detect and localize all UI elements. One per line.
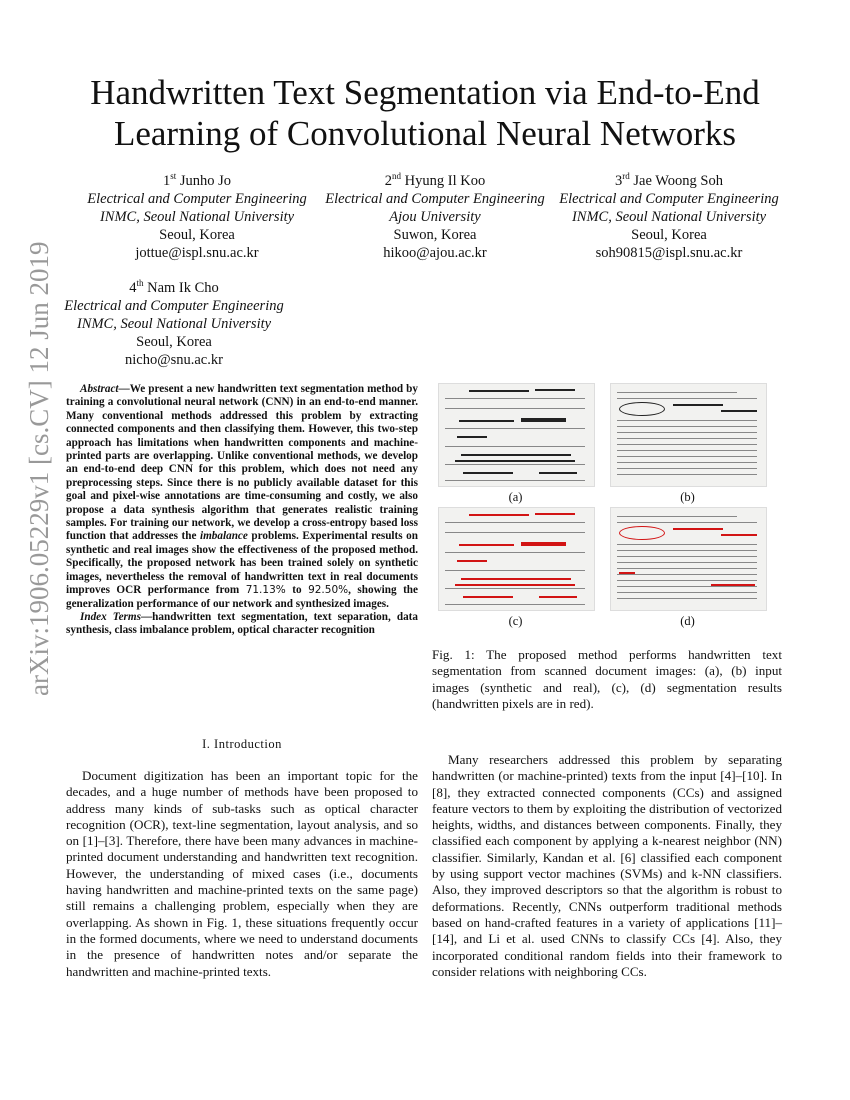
arxiv-stamp: arXiv:1906.05229v1 [cs.CV] 12 Jun 2019 — [24, 241, 54, 696]
form-image-input — [438, 383, 595, 487]
author-name: Nam Ik Cho — [147, 279, 219, 296]
author-city: Seoul, Korea — [631, 226, 707, 243]
abstract-label: Abstract — [80, 383, 119, 395]
paragraph: Many researchers addressed this problem by separating handwritten (or machine-printed) texts from the input [4]–[10]. In [8], they extracted connected components (CCs) and assigned feature vectors to them by exploiting the distribution of vectorized heights, widths, and distances between components. Finally, they classified each component by applying a k-nearest neighbor (NN) classifier. Similarly, Kandan et al. [6] classified each component by using support vector machines (SVMs) and k-NN classifiers. Also, they improved descriptors so that the algorithm is robust to deformations. Recently, CNNs outperform traditional methods based on hand-crafted features in a variety of applications [11]–[14], and Li et al. used CNNs to classify CCs [4]. Also, they incorporated conditional random fields into their framework to consider relations with neighboring CCs. — [432, 752, 782, 979]
document-image-input — [610, 383, 767, 487]
author-email[interactable]: nicho@snu.ac.kr — [125, 351, 223, 368]
title-line-2: Learning of Convolutional Neural Networks — [113, 114, 737, 153]
section-heading: I. Introduction — [202, 737, 282, 751]
author-city: Seoul, Korea — [136, 333, 212, 350]
author-city: Suwon, Korea — [393, 226, 477, 243]
subfigure-label: (c) — [508, 614, 523, 628]
author-dept: Electrical and Computer Engineering — [87, 190, 307, 207]
author-name: Junho Jo — [179, 172, 232, 189]
author-email[interactable]: soh90815@ispl.snu.ac.kr — [595, 244, 743, 261]
document-image-segmented — [610, 507, 767, 611]
index-terms: Index Terms—handwritten text segmentation, text separation, data synthesis, class imbalance problem, optical character recognition — [66, 610, 418, 637]
abstract: Abstract—We present a new handwritten text segmentation method by training a convolutional neural network (CNN) in an end-to-end manner. Many conventional methods addressed this problem by extracting connected components and then classifying them. However, this two-step approach has limitations when handwritten components and machine-printed parts are overlapping. Unlike conventional methods, we develop an end-to-end deep CNN for this problem, which does not need any preprocessing steps. Since there is no publicly available dataset for this goal and pixel-wise annotations are time-consuming and costly, we also propose a data synthesis algorithm that generates realistic training samples. For training our network, we develop a cross-entropy based loss function that addresses the imbalance problems. Experimental results on synthetic and real images show the effectiveness of the proposed method. Specifically, the proposed network has been trained solely on synthetic images, nevertheless the removal of handwritten text in real documents improves OCR performance from 71.13% to 92.50%, showing the generalization performance of our network and synthesized images. Index Terms—handwritten text segmentation, text separation, data synthesis, class imbalance problem, optical character recognition — [66, 383, 418, 637]
intro-left-column — [66, 768, 418, 980]
paper-title — [60, 72, 790, 154]
figure-1 — [438, 383, 768, 627]
author-inst: INMC, Seoul National University — [99, 208, 295, 225]
subfigure-a — [438, 383, 593, 505]
author-block-3: 3rd Jae Woong Soh Electrical and Computer Engineering INMC, Seoul National University Seoul, Korea soh90815@ispl.snu.ac.kr — [532, 167, 806, 262]
figure-caption: Fig. 1: The proposed method performs handwritten text segmentation from scanned document images: (a), (b) input images (synthetic and real), (c), (d) segmentation results (handwritten pixels are in red). — [432, 647, 782, 711]
form-image-segmented — [438, 507, 595, 611]
author-dept: Electrical and Computer Engineering — [559, 190, 779, 207]
title-line-1: Handwritten Text Segmentation via End-to-End — [90, 73, 760, 112]
author-block-2: 2nd Hyung Il Koo Electrical and Computer Engineering Ajou University Suwon, Korea hikoo@ajou.ac.kr — [298, 167, 572, 262]
author-city: Seoul, Korea — [159, 226, 235, 243]
intro-right-column — [432, 752, 782, 980]
author-inst: INMC, Seoul National University — [571, 208, 767, 225]
author-name: Jae Woong Soh — [633, 172, 723, 189]
author-inst: Ajou University — [389, 208, 481, 225]
paragraph: Document digitization has been an important topic for the decades, and a huge number of methods have been proposed to address many kinds of sub-tasks such as optical character recognition (OCR), text-line segmentation, layout analysis, and so on [1]–[3]. Therefore, there have been many advances in machine-printed document understanding and handwritten text recognition. However, the understanding of mixed cases (i.e., documents having handwritten and machine-printed texts on the same page) still remains a challenging problem, especially when they are overlapping. As shown in Fig. 1, these situations frequently occur in the formed documents, where we need to understand documents in the presence of handwritten notes and/or separate the handwritten and machine-printed texts. — [66, 768, 418, 979]
subfigure-c — [438, 507, 593, 629]
author-block-4: 4th Nam Ik Cho Electrical and Computer Engineering INMC, Seoul National University Seoul, Korea nicho@snu.ac.kr — [37, 274, 311, 369]
subfigure-label: (d) — [680, 614, 695, 628]
author-inst: INMC, Seoul National University — [76, 315, 272, 332]
subfigure-label: (a) — [508, 490, 523, 504]
subfigure-label: (b) — [680, 490, 695, 504]
author-email[interactable]: hikoo@ajou.ac.kr — [383, 244, 487, 261]
author-block-1: 1st Junho Jo Electrical and Computer Engineering INMC, Seoul National University Seoul, Korea jottue@ispl.snu.ac.kr — [60, 167, 334, 262]
subfigure-d — [610, 507, 765, 629]
author-dept: Electrical and Computer Engineering — [64, 297, 284, 314]
subfigure-b — [610, 383, 765, 505]
author-dept: Electrical and Computer Engineering — [325, 190, 545, 207]
author-name: Hyung Il Koo — [404, 172, 486, 189]
author-email[interactable]: jottue@ispl.snu.ac.kr — [135, 244, 259, 261]
